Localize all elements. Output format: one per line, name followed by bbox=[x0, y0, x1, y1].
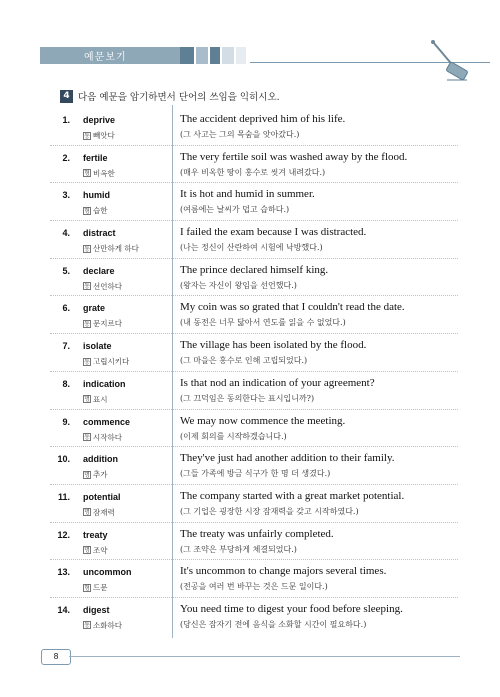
example-sentence: My coin was so grated that I couldn't read the date. bbox=[180, 301, 405, 314]
header-accent-block bbox=[236, 47, 246, 64]
meaning-text: 빼앗다 bbox=[93, 131, 115, 140]
vocab-word: commence bbox=[83, 416, 131, 427]
entry-number: 3. bbox=[62, 190, 70, 201]
part-of-speech-badge: 동 bbox=[84, 283, 90, 291]
header-accent-block bbox=[222, 47, 234, 64]
example-translation: (그들 가족에 방금 식구가 한 명 더 생겼다.) bbox=[180, 469, 331, 479]
vocab-word: fertile bbox=[83, 152, 108, 163]
vocab-row bbox=[50, 598, 458, 636]
meaning-text: 추가 bbox=[93, 470, 108, 480]
entry-number: 9. bbox=[62, 416, 70, 427]
vocab-row bbox=[50, 410, 458, 448]
entry-number: 2. bbox=[62, 152, 70, 163]
vocab-word: treaty bbox=[83, 529, 108, 540]
meaning-text: 고립시키다 bbox=[93, 357, 130, 367]
vocab-row bbox=[50, 183, 458, 221]
example-translation: (이제 회의를 시작하겠습니다.) bbox=[180, 431, 287, 441]
meaning-text: 비옥한 bbox=[93, 168, 115, 178]
part-of-speech-badge: 형 bbox=[84, 170, 90, 178]
example-sentence: It is hot and humid in summer. bbox=[180, 188, 315, 201]
meaning-text: 잠재력 bbox=[93, 507, 115, 517]
word-meaning bbox=[83, 507, 115, 518]
word-meaning bbox=[83, 620, 122, 631]
meaning-text: 소화하다 bbox=[93, 620, 122, 630]
example-sentence: They've just had another addition to their family. bbox=[180, 452, 395, 465]
word-meaning bbox=[83, 545, 108, 556]
entry-number: 5. bbox=[62, 265, 70, 276]
meaning-text: 습한 bbox=[93, 206, 108, 216]
entry-number: 8. bbox=[62, 378, 70, 389]
entry-number: 14. bbox=[57, 604, 70, 615]
entry-number: 12. bbox=[57, 529, 70, 540]
meaning-text: 선언하다 bbox=[93, 281, 122, 291]
vocab-word: deprive bbox=[83, 115, 116, 125]
example-translation: (그 기업은 굉장한 시장 잠재력을 갖고 시작하였다.) bbox=[180, 506, 359, 516]
example-sentence: It's uncommon to change majors several times. bbox=[180, 565, 387, 578]
vocab-row bbox=[50, 296, 458, 334]
header-accent-block bbox=[210, 47, 220, 64]
part-of-speech-badge: 동 bbox=[84, 320, 90, 328]
word-meaning bbox=[83, 432, 122, 443]
example-sentence: I failed the exam because I was distracted. bbox=[180, 226, 367, 239]
vocab-word: uncommon bbox=[83, 567, 132, 578]
example-translation: (그 끄덕임은 동의한다는 표시입니까?) bbox=[180, 393, 315, 403]
vocab-word: addition bbox=[83, 454, 118, 465]
example-translation: (나는 정신이 산란하여 시험에 낙방했다.) bbox=[180, 243, 323, 253]
word-meaning bbox=[83, 130, 115, 141]
part-of-speech-badge: 형 bbox=[84, 207, 90, 215]
vocab-word: grate bbox=[83, 303, 106, 314]
instruction-text: 다음 예문을 암기하면서 단어의 쓰임을 익히시오. bbox=[78, 92, 280, 103]
example-translation: (왕자는 자신이 왕임을 선언했다.) bbox=[180, 280, 297, 290]
part-of-speech-badge: 명 bbox=[84, 509, 90, 517]
vocab-row bbox=[50, 259, 458, 297]
meaning-text: 드문 bbox=[93, 583, 108, 593]
vocab-row bbox=[50, 372, 458, 410]
example-translation: (매우 비옥한 땅이 홍수로 씻겨 내려갔다.) bbox=[180, 167, 326, 177]
word-meaning bbox=[83, 469, 108, 480]
meaning-text: 조약 bbox=[93, 545, 108, 555]
part-of-speech-badge: 동 bbox=[84, 132, 90, 140]
example-sentence: The prince declared himself king. bbox=[180, 263, 329, 276]
word-meaning bbox=[83, 394, 108, 405]
entry-number: 6. bbox=[62, 303, 70, 314]
vocab-word: distract bbox=[83, 228, 116, 239]
meaning-text: 시작하다 bbox=[93, 432, 122, 442]
word-meaning bbox=[83, 582, 108, 593]
vocab-row bbox=[50, 108, 458, 146]
vocab-row bbox=[50, 485, 458, 523]
entry-number: 4. bbox=[62, 228, 70, 239]
vocab-word: isolate bbox=[83, 341, 112, 352]
entry-number: 10. bbox=[57, 454, 70, 465]
vocab-row bbox=[50, 523, 458, 561]
vocab-row bbox=[50, 560, 458, 598]
vocab-word: indication bbox=[83, 378, 126, 389]
part-of-speech-badge: 명 bbox=[84, 396, 90, 404]
part-of-speech-badge: 동 bbox=[84, 622, 90, 630]
example-sentence: You need time to digest your food before sleeping. bbox=[180, 602, 403, 615]
word-meaning bbox=[83, 205, 108, 216]
entry-number: 11. bbox=[57, 491, 70, 502]
vocab-row bbox=[50, 447, 458, 485]
header-accent-block bbox=[196, 47, 208, 64]
section-header bbox=[40, 44, 460, 66]
example-translation: (그 사고는 그의 목숨을 앗아갔다.) bbox=[180, 130, 300, 139]
word-meaning bbox=[83, 168, 115, 179]
vocab-row bbox=[50, 146, 458, 184]
part-of-speech-badge: 명 bbox=[84, 547, 90, 555]
part-of-speech-badge: 명 bbox=[84, 471, 90, 479]
page-number: 8 bbox=[41, 649, 71, 665]
vocab-word: potential bbox=[83, 491, 121, 502]
word-meaning bbox=[83, 281, 122, 292]
entry-number: 13. bbox=[57, 567, 70, 578]
header-accent-block bbox=[180, 47, 194, 64]
part-of-speech-badge: 동 bbox=[84, 358, 90, 366]
word-meaning bbox=[83, 243, 139, 254]
example-sentence: The very fertile soil was washed away by the flood. bbox=[180, 150, 408, 163]
vocab-row bbox=[50, 334, 458, 372]
entry-number: 7. bbox=[62, 341, 70, 352]
example-sentence: The accident deprived him of his life. bbox=[180, 113, 346, 125]
vocab-table bbox=[50, 108, 458, 636]
example-translation: (당신은 잠자기 전에 음식을 소화할 시간이 필요하다.) bbox=[180, 619, 367, 629]
vocab-word: declare bbox=[83, 265, 115, 276]
mop-icon bbox=[425, 38, 473, 86]
word-meaning bbox=[83, 318, 122, 329]
instruction bbox=[60, 88, 280, 104]
meaning-text: 표시 bbox=[93, 394, 108, 404]
meaning-text: 문지르다 bbox=[93, 319, 122, 329]
vocab-row bbox=[50, 221, 458, 259]
part-of-speech-badge: 형 bbox=[84, 584, 90, 592]
part-of-speech-badge: 동 bbox=[84, 434, 90, 441]
word-meaning bbox=[83, 356, 129, 367]
meaning-text: 산만하게 하다 bbox=[93, 244, 139, 254]
vocab-word: humid bbox=[83, 190, 110, 201]
example-sentence: The village has been isolated by the flood. bbox=[180, 339, 367, 352]
section-title: 예문보기 bbox=[84, 52, 127, 63]
example-translation: (내 동전은 너무 닳아서 연도를 읽을 수 없었다.) bbox=[180, 318, 346, 328]
example-sentence: The treaty was unfairly completed. bbox=[180, 527, 334, 540]
entry-number: 1. bbox=[62, 115, 70, 125]
vocab-word: digest bbox=[83, 604, 110, 615]
example-sentence: The company started with a great market potential. bbox=[180, 489, 405, 502]
instruction-number: 4 bbox=[60, 90, 73, 103]
example-sentence: We may now commence the meeting. bbox=[180, 414, 346, 427]
example-sentence: Is that nod an indication of your agreement? bbox=[180, 376, 375, 389]
example-translation: (그 마을은 홍수로 인해 고립되었다.) bbox=[180, 356, 308, 366]
footer-rule bbox=[69, 656, 460, 657]
example-translation: (전공을 여러 번 바꾸는 것은 드문 일이다.) bbox=[180, 582, 328, 592]
example-translation: (여름에는 날씨가 덥고 습하다.) bbox=[180, 205, 290, 215]
part-of-speech-badge: 동 bbox=[84, 245, 90, 253]
example-translation: (그 조약은 부당하게 체결되었다.) bbox=[180, 544, 297, 554]
